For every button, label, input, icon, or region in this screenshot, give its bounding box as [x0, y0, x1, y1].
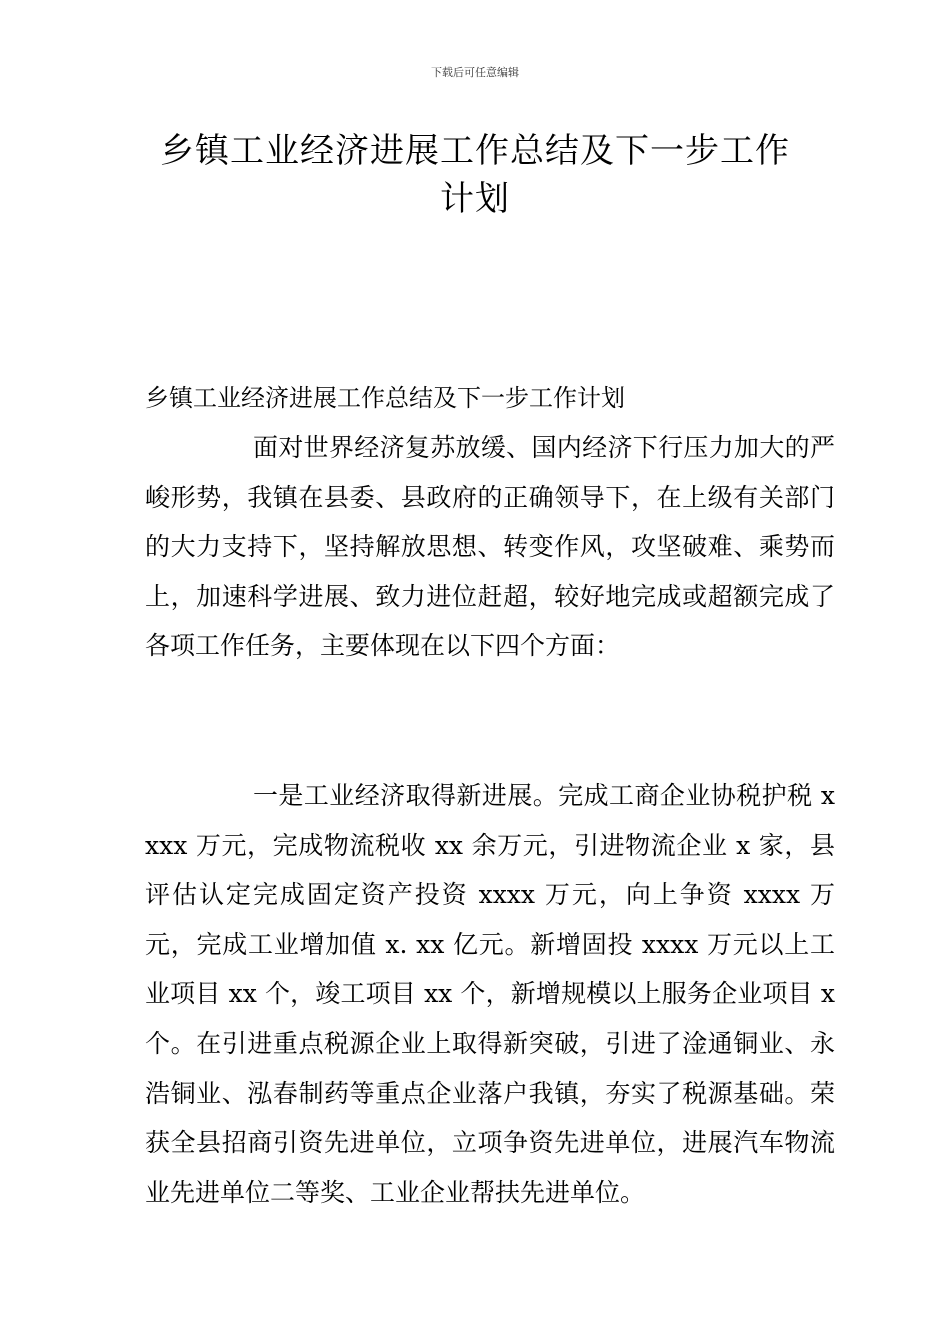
document-title-line-1: 乡镇工业经济进展工作总结及下一步工作	[160, 131, 790, 171]
paragraph-intro	[145, 423, 835, 671]
paragraph-industrial-economy	[145, 771, 835, 1217]
document-subtitle: 乡镇工业经济进展工作总结及下一步工作计划	[145, 384, 625, 412]
paragraph-text: 面对世界经济复苏放缓、国内经济下行压力加大的严峻形势，我镇在县委、县政府的正确领导下，在上级有关部门的大力支持下，坚持解放思想、转变作风，攻坚破难、乘势而上，加速科学进展、致力进位赶超，较好地完成或超额完成了各项工作任务，主要体现在以下四个方面：	[145, 433, 835, 661]
document-title-line-2: 计划	[440, 179, 510, 219]
paragraph-text: 一是工业经济取得新进展。完成工商企业协税护税 xxxx 万元，完成物流税收 xx 余万元，引进物流企业 x 家，县评估认定完成固定资产投资 xxxx 万元，向上争资 xxxx 万元，完成工业增加值 x. xx 亿元。新增固投 xxxx 万元以上工业项目 xx 个，竣工项目 xx 个，新增规模以上服务企业项目 x 个。在引进重点税源企业上取得新突破，引进了淦通铜业、永浩铜业、泓春制药等重点企业落户我镇，夯实了税源基础。荣获全县招商引资先进单位，立项争资先进单位，进展汽车物流业先进单位二等奖、工业企业帮扶先进单位。	[145, 781, 835, 1207]
header-note: 下载后可任意编辑	[431, 66, 519, 79]
document-title	[140, 127, 810, 223]
